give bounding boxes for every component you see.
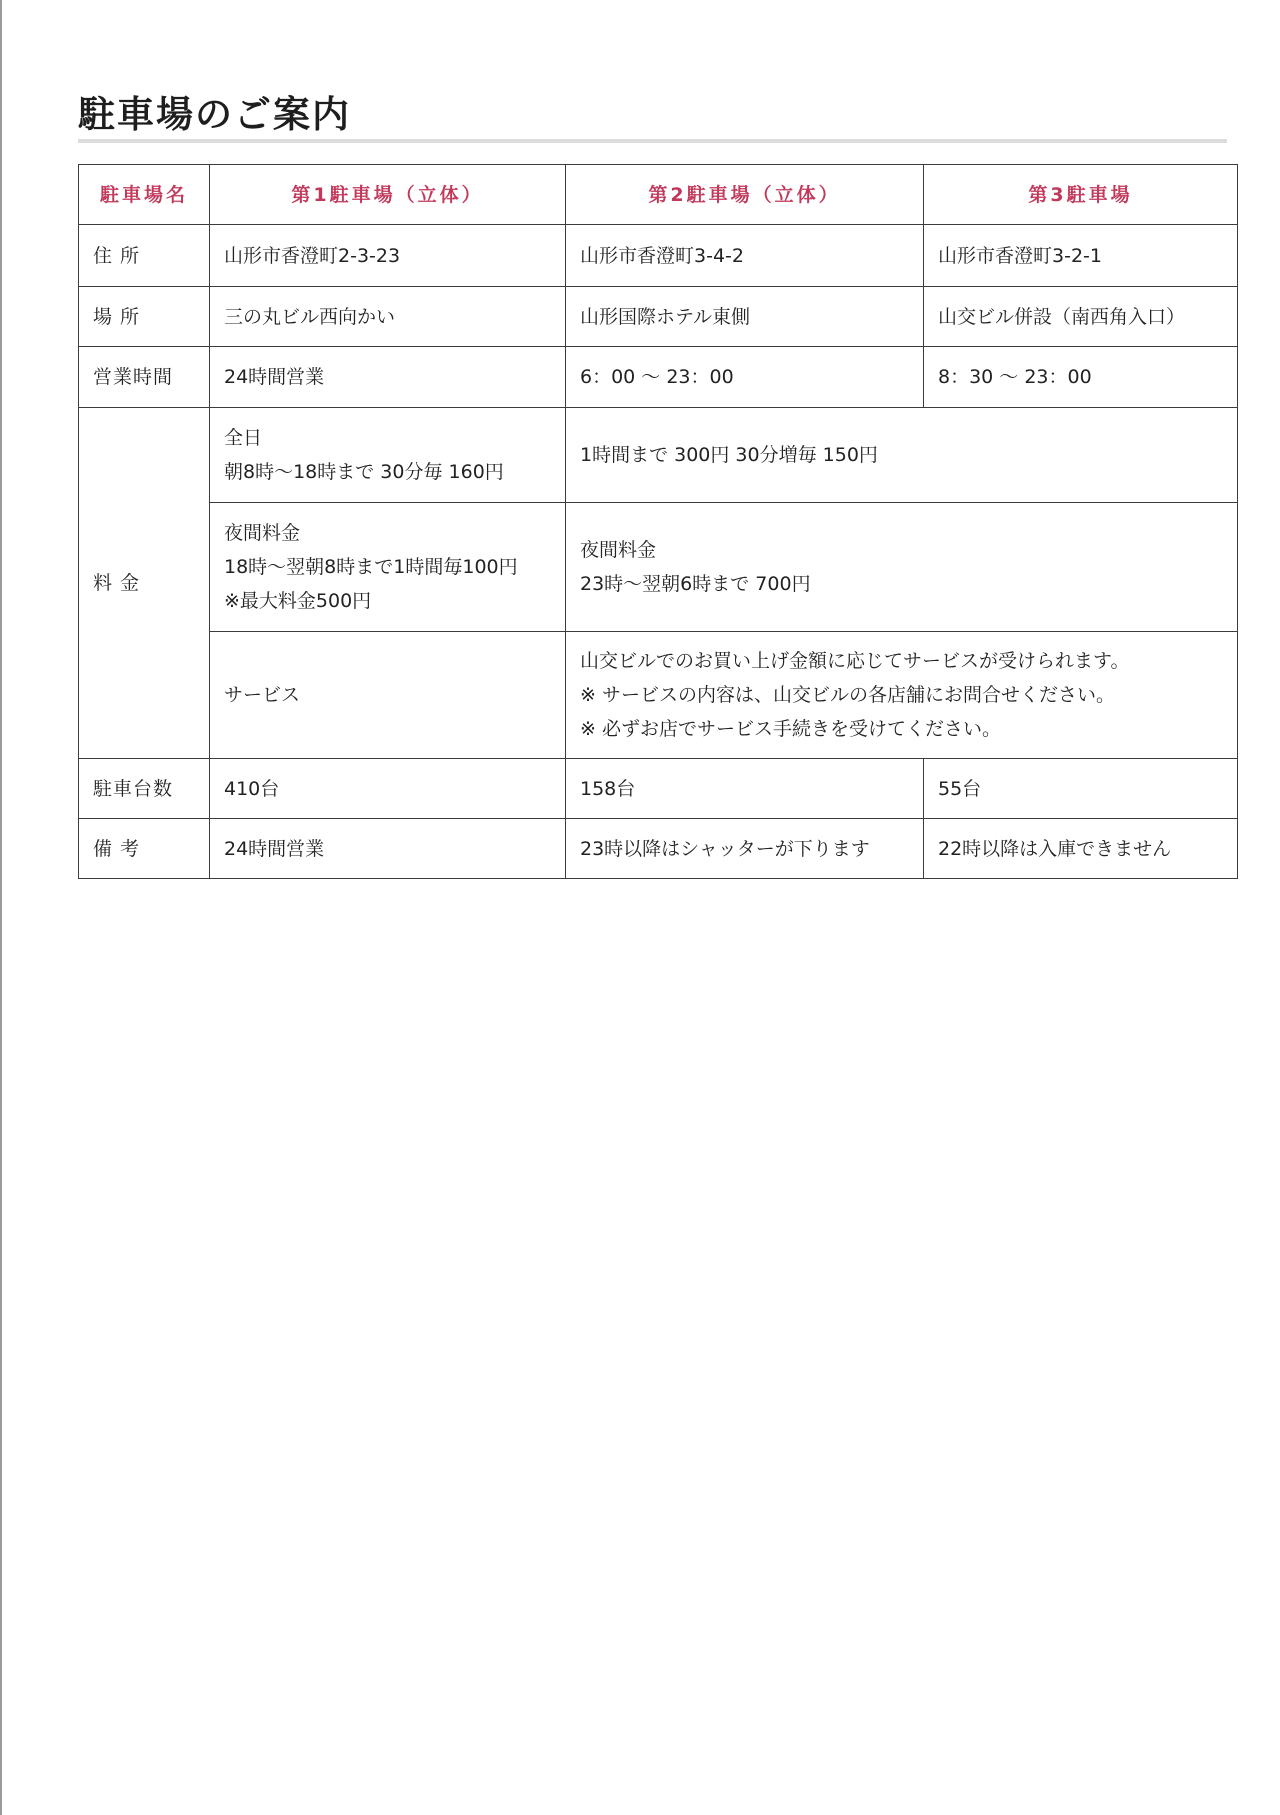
header-cell-lot2: 第2駐車場（立体）: [566, 165, 924, 225]
notes-lot1: 24時間営業: [210, 819, 566, 879]
table-row-location: [79, 287, 1238, 347]
fees-all-day-lot1-line: 全日: [224, 427, 263, 449]
row-label-fees: 料 金: [79, 408, 210, 759]
fees-night-lot1-line: ※最大料金500円: [224, 590, 372, 612]
fees-all-day-lot1-line: 朝8時～18時まで 30分毎 160円: [224, 461, 504, 483]
fees-night-lot1-line: 18時～翌朝8時まで1時間毎100円: [224, 556, 518, 578]
fees-all-day-lot23-line: 1時間まで 300円 30分増毎 150円: [580, 444, 878, 466]
table-row-hours: [79, 347, 1238, 408]
address-lot1: 山形市香澄町2-3-23: [210, 225, 566, 287]
fees-service-lot1-line: サービス: [224, 684, 301, 706]
fees-service-lot23-line: ※ サービスの内容は、山交ビルの各店舗にお問合せください。: [580, 684, 1115, 706]
fees-all-day-lot23: [566, 408, 1238, 503]
capacity-lot1: 410台: [210, 759, 566, 819]
parking-info-table: [78, 164, 1238, 879]
scan-edge: [0, 0, 2, 1815]
table-row-address: [79, 225, 1238, 287]
hours-lot2: 6：00 ～ 23：00: [566, 347, 924, 408]
fees-night-lot1: [210, 503, 566, 632]
fees-all-day-lot1: [210, 408, 566, 503]
row-label-address: 住 所: [79, 225, 210, 287]
row-label-notes: 備 考: [79, 819, 210, 879]
capacity-lot2: 158台: [566, 759, 924, 819]
row-label-capacity: 駐車台数: [79, 759, 210, 819]
location-lot1: 三の丸ビル西向かい: [210, 287, 566, 347]
title-underline: [78, 139, 1227, 143]
table-row-notes: [79, 819, 1238, 879]
hours-lot3: 8：30 ～ 23：00: [924, 347, 1238, 408]
fees-night-lot23-line: 夜間料金: [580, 539, 657, 561]
address-lot3: 山形市香澄町3-2-1: [924, 225, 1238, 287]
notes-lot3: 22時以降は入庫できません: [924, 819, 1238, 879]
row-label-hours: 営業時間: [79, 347, 210, 408]
table-row-fees-night: [79, 503, 1238, 632]
header-cell-label: 駐車場名: [79, 165, 210, 225]
fees-service-lot1: [210, 632, 566, 759]
table-row-fees-all-day: [79, 408, 1238, 503]
address-lot2: 山形市香澄町3-4-2: [566, 225, 924, 287]
location-lot3: 山交ビル併設（南西角入口）: [924, 287, 1238, 347]
table-row-capacity: [79, 759, 1238, 819]
hours-lot1: 24時間営業: [210, 347, 566, 408]
capacity-lot3: 55台: [924, 759, 1238, 819]
fees-service-lot23-line: ※ 必ずお店でサービス手続きを受けてください。: [580, 718, 1001, 740]
page-title: 駐車場のご案内: [78, 93, 351, 136]
fees-night-lot23: [566, 503, 1238, 632]
fees-service-lot23-line: 山交ビルでのお買い上げ金額に応じてサービスが受けられます。: [580, 650, 1130, 672]
header-cell-lot1: 第1駐車場（立体）: [210, 165, 566, 225]
notes-lot2: 23時以降はシャッターが下ります: [566, 819, 924, 879]
header-cell-lot3: 第3駐車場: [924, 165, 1238, 225]
fees-night-lot23-line: 23時～翌朝6時まで 700円: [580, 573, 811, 595]
table-row-fees-service: [79, 632, 1238, 759]
row-label-location: 場 所: [79, 287, 210, 347]
table-header-row: [79, 165, 1238, 225]
location-lot2: 山形国際ホテル東側: [566, 287, 924, 347]
fees-night-lot1-line: 夜間料金: [224, 522, 301, 544]
fees-service-lot23: [566, 632, 1238, 759]
